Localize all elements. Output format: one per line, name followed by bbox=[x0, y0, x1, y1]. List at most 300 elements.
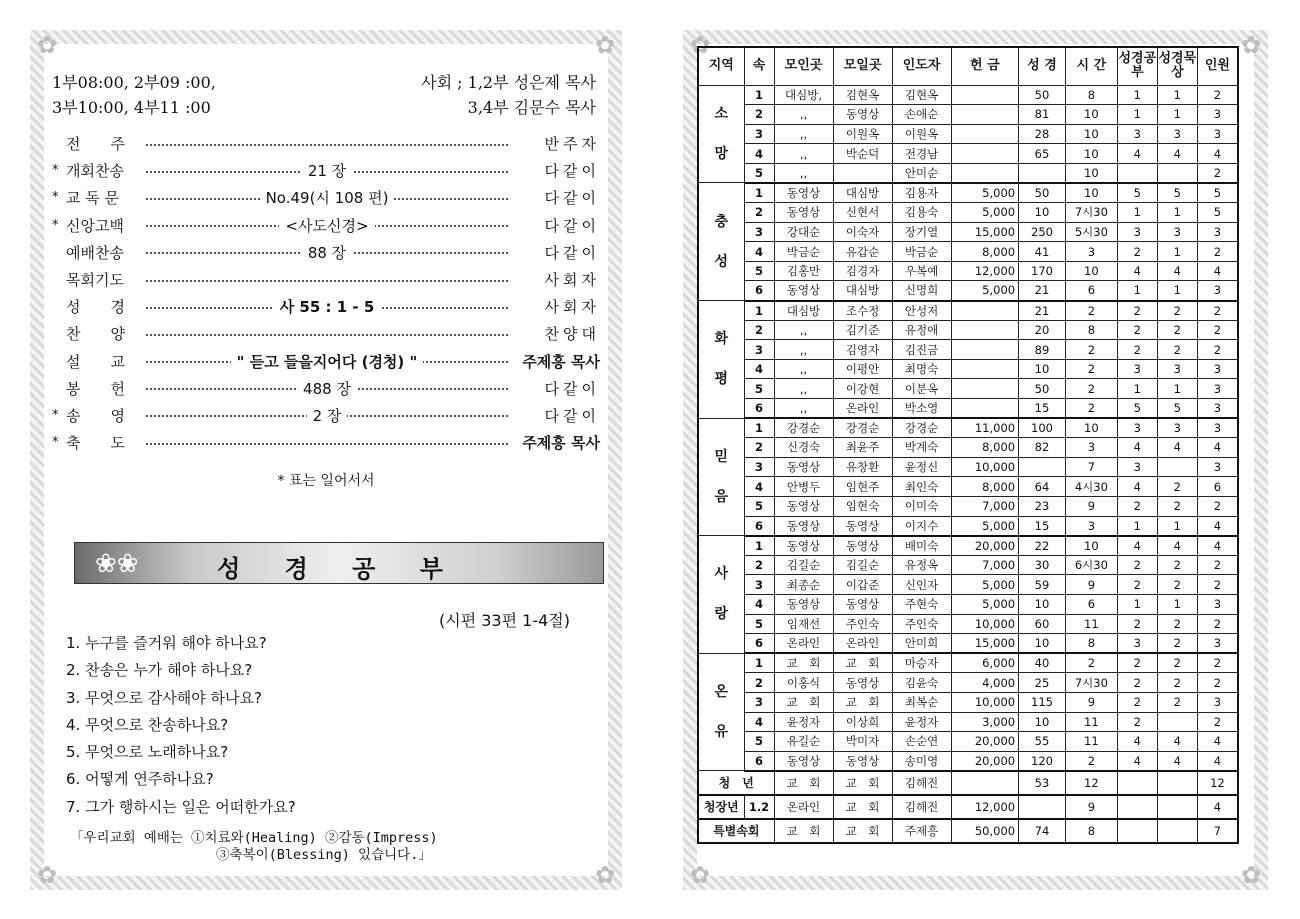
table-cell: 4 bbox=[1117, 732, 1157, 752]
table-cell: ,, bbox=[774, 163, 833, 183]
table-cell: 이원옥 bbox=[892, 124, 951, 144]
table-row bbox=[698, 163, 1238, 183]
table-cell: 5 bbox=[1157, 183, 1197, 203]
table-cell: 동영상 bbox=[774, 536, 833, 556]
table-cell: ,, bbox=[774, 320, 833, 340]
table-cell: 2 bbox=[1157, 555, 1197, 575]
table-cell: 100 bbox=[1019, 418, 1066, 438]
offering-cell bbox=[951, 399, 1019, 419]
table-cell: 4 bbox=[1197, 261, 1238, 281]
table-cell: 김길순 bbox=[833, 555, 892, 575]
cell-number: 2 bbox=[744, 105, 774, 125]
order-item-leader: 사회자 bbox=[544, 298, 600, 317]
table-cell: 4 bbox=[1117, 477, 1157, 497]
table-cell: 4 bbox=[1117, 536, 1157, 556]
order-item-detail: 88 장 bbox=[302, 242, 352, 263]
table-cell: 김진금 bbox=[892, 340, 951, 360]
table-cell: 2 bbox=[1157, 653, 1197, 673]
offering-cell bbox=[951, 124, 1019, 144]
order-item-detail: No.49(시 108 편) bbox=[260, 187, 395, 208]
table-cell bbox=[1157, 795, 1197, 819]
table-cell: 3 bbox=[1157, 124, 1197, 144]
table-cell: 2 bbox=[1197, 673, 1238, 693]
table-cell: 3 bbox=[1197, 379, 1238, 399]
table-cell: 4 bbox=[1117, 438, 1157, 458]
table-cell: 2 bbox=[1197, 653, 1238, 673]
table-row bbox=[698, 634, 1238, 654]
table-cell: 3 bbox=[1065, 438, 1117, 458]
table-row bbox=[698, 653, 1238, 673]
offering-cell: 12,000 bbox=[951, 261, 1019, 281]
table-cell: 10 bbox=[1065, 124, 1117, 144]
table-cell: 2 bbox=[1065, 399, 1117, 419]
table-cell: 강대순 bbox=[774, 222, 833, 242]
table-cell: 6 bbox=[1065, 594, 1117, 614]
table-cell: 4 bbox=[1157, 438, 1197, 458]
table-cell: 4 bbox=[1197, 751, 1238, 771]
order-item-leader: 주제흥 목사 bbox=[522, 434, 600, 453]
offering-cell bbox=[951, 144, 1019, 164]
study-questions bbox=[66, 630, 296, 821]
offering-cell: 20,000 bbox=[951, 732, 1019, 752]
flower-ornament-icon: ✿ bbox=[689, 861, 711, 889]
order-item-leader: 주제흥 목사 bbox=[522, 352, 600, 371]
flower-ornament-icon: ✿ bbox=[1240, 861, 1262, 889]
table-cell: 동영상 bbox=[833, 751, 892, 771]
table-row bbox=[698, 516, 1238, 536]
table-cell: 대심방, bbox=[774, 85, 833, 105]
offering-cell: 6,000 bbox=[951, 653, 1019, 673]
table-cell: 3 bbox=[1157, 418, 1197, 438]
table-cell: 1 bbox=[1157, 85, 1197, 105]
region-char: 랑 bbox=[714, 606, 729, 623]
table-cell: 82 bbox=[1019, 438, 1066, 458]
table-cell: 김용자 bbox=[892, 183, 951, 203]
column-header: 시 간 bbox=[1065, 47, 1117, 85]
table-cell: 15 bbox=[1019, 399, 1066, 419]
table-cell: 1 bbox=[1117, 594, 1157, 614]
table-cell: 23 bbox=[1019, 496, 1066, 516]
table-cell: 주인숙 bbox=[892, 614, 951, 634]
region-char: 망 bbox=[714, 145, 729, 162]
table-cell: 21 bbox=[1019, 281, 1066, 301]
table-cell: 김영자 bbox=[833, 340, 892, 360]
table-cell: 교 회 bbox=[833, 819, 892, 843]
table-cell: 11 bbox=[1065, 712, 1117, 732]
bible-study-title: 성 경 공 부 bbox=[217, 555, 461, 583]
dotted-leader bbox=[144, 266, 510, 293]
table-cell: 송미영 bbox=[892, 751, 951, 771]
cell-number: 6 bbox=[744, 751, 774, 771]
table-cell: ,, bbox=[774, 105, 833, 125]
table-cell: 12 bbox=[1197, 771, 1238, 795]
table-cell: 60 bbox=[1019, 614, 1066, 634]
offering-cell: 4,000 bbox=[951, 673, 1019, 693]
table-cell bbox=[1157, 457, 1197, 477]
table-cell: 10 bbox=[1019, 712, 1066, 732]
table-cell: 8 bbox=[1065, 85, 1117, 105]
table-cell: 2 bbox=[1157, 673, 1197, 693]
table-row bbox=[698, 732, 1238, 752]
table-row bbox=[698, 359, 1238, 379]
table-cell: 2 bbox=[1065, 340, 1117, 360]
table-cell: 이평안 bbox=[833, 359, 892, 379]
table-cell: 21 bbox=[1019, 301, 1066, 321]
table-cell: 신명희 bbox=[892, 281, 951, 301]
order-item-name: 개회찬송 bbox=[66, 162, 124, 181]
cell-number: 1 bbox=[744, 85, 774, 105]
cell-number: 6 bbox=[744, 516, 774, 536]
table-cell: 4 bbox=[1197, 536, 1238, 556]
table-cell: 김홍만 bbox=[774, 261, 833, 281]
scripture-reference: (시편 33편 1-4절) bbox=[439, 611, 570, 630]
table-cell: 1 bbox=[1117, 203, 1157, 223]
order-item-detail: 2 장 bbox=[307, 405, 348, 426]
table-cell bbox=[1157, 819, 1197, 843]
table-cell: 2 bbox=[1157, 496, 1197, 516]
column-header: 속 bbox=[744, 47, 774, 85]
offering-cell bbox=[951, 340, 1019, 360]
table-cell: 4 bbox=[1197, 732, 1238, 752]
flower-ornament-icon: ✿ bbox=[36, 31, 58, 59]
worship-order bbox=[52, 130, 600, 456]
table-cell: 22 bbox=[1019, 536, 1066, 556]
table-cell: 교 회 bbox=[833, 771, 892, 795]
table-cell bbox=[1117, 795, 1157, 819]
order-item-name: 봉 헌 bbox=[66, 379, 125, 398]
table-cell: 20 bbox=[1019, 320, 1066, 340]
table-cell: 3 bbox=[1197, 105, 1238, 125]
cell-number: 3 bbox=[744, 340, 774, 360]
service-hosts bbox=[421, 70, 596, 120]
order-item-name: 목회기도 bbox=[66, 271, 124, 290]
cell-number: 2 bbox=[744, 673, 774, 693]
table-cell: 120 bbox=[1019, 751, 1066, 771]
standing-mark: * bbox=[52, 217, 59, 233]
offering-cell: 15,000 bbox=[951, 634, 1019, 654]
order-item-leader: 다같이 bbox=[544, 406, 600, 425]
table-cell: 동영상 bbox=[774, 516, 833, 536]
column-header: 지역 bbox=[698, 47, 744, 85]
table-cell: 81 bbox=[1019, 105, 1066, 125]
cell-number: 4 bbox=[744, 594, 774, 614]
row-label: 청장년 bbox=[698, 795, 744, 819]
table-cell: 동영상 bbox=[833, 105, 892, 125]
table-cell: 2 bbox=[1065, 379, 1117, 399]
table-cell bbox=[1019, 457, 1066, 477]
cell-number: 1 bbox=[744, 418, 774, 438]
dotted-leader bbox=[144, 184, 510, 211]
table-cell: 2 bbox=[1157, 320, 1197, 340]
table-cell: 이갑준 bbox=[833, 575, 892, 595]
table-cell: 7 bbox=[1065, 457, 1117, 477]
table-cell: 교 회 bbox=[774, 653, 833, 673]
table-cell: 115 bbox=[1019, 692, 1066, 712]
table-cell: 대심방 bbox=[774, 301, 833, 321]
worship-order-item bbox=[52, 212, 600, 239]
order-item-name: 신앙고백 bbox=[66, 216, 124, 235]
table-cell: 6 bbox=[1065, 281, 1117, 301]
region-cell bbox=[698, 653, 744, 771]
table-cell: 박순덕 bbox=[833, 144, 892, 164]
table-cell: 신현서 bbox=[833, 203, 892, 223]
region-cell bbox=[698, 85, 744, 183]
standing-mark: * bbox=[52, 163, 59, 179]
table-cell: 교 회 bbox=[774, 692, 833, 712]
flower-ornament-icon: ✿ bbox=[1240, 31, 1262, 59]
table-row bbox=[698, 105, 1238, 125]
worship-order-item bbox=[52, 184, 600, 211]
host-line: 사회 ; 1,2부 성은제 목사 bbox=[421, 73, 596, 92]
table-cell: 2 bbox=[1157, 301, 1197, 321]
table-cell: 2 bbox=[1117, 301, 1157, 321]
cell-number: 5 bbox=[744, 163, 774, 183]
table-cell: 3 bbox=[1117, 124, 1157, 144]
cell-number: 2 bbox=[744, 555, 774, 575]
table-cell: 10 bbox=[1019, 203, 1066, 223]
cell-number: 3 bbox=[744, 222, 774, 242]
offering-cell: 8,000 bbox=[951, 438, 1019, 458]
table-row bbox=[698, 222, 1238, 242]
table-cell: 윤정신 bbox=[892, 457, 951, 477]
worship-order-item bbox=[52, 429, 600, 456]
offering-cell: 5,000 bbox=[951, 183, 1019, 203]
host-line: 3,4부 김문수 목사 bbox=[467, 98, 596, 117]
table-cell: 74 bbox=[1019, 819, 1066, 843]
table-cell: 최종순 bbox=[774, 575, 833, 595]
table-cell: 동영상 bbox=[774, 496, 833, 516]
order-item-name: 성 경 bbox=[66, 298, 125, 317]
order-item-leader: 다같이 bbox=[544, 379, 600, 398]
offering-cell: 15,000 bbox=[951, 222, 1019, 242]
table-cell: 2 bbox=[1197, 496, 1238, 516]
table-cell: 1 bbox=[1117, 516, 1157, 536]
table-cell: 4 bbox=[1117, 751, 1157, 771]
table-cell: 동영상 bbox=[833, 516, 892, 536]
table-row bbox=[698, 496, 1238, 516]
table-cell: 3 bbox=[1065, 516, 1117, 536]
standing-mark: * bbox=[52, 435, 59, 451]
table-cell: 5 bbox=[1117, 183, 1157, 203]
table-cell: 2 bbox=[1197, 242, 1238, 262]
table-cell: 동영상 bbox=[833, 536, 892, 556]
region-char: 사 bbox=[714, 566, 729, 583]
table-cell: 이강현 bbox=[833, 379, 892, 399]
table-cell: 2 bbox=[1197, 320, 1238, 340]
table-cell: 10 bbox=[1065, 163, 1117, 183]
table-cell: 1 bbox=[1117, 105, 1157, 125]
table-cell: 1 bbox=[1157, 203, 1197, 223]
table-cell: 3 bbox=[1197, 594, 1238, 614]
table-cell: 5 bbox=[1117, 399, 1157, 419]
table-cell bbox=[1117, 771, 1157, 795]
offering-cell: 20,000 bbox=[951, 536, 1019, 556]
table-cell: ,, bbox=[774, 359, 833, 379]
table-cell: 89 bbox=[1019, 340, 1066, 360]
offering-cell: 5,000 bbox=[951, 575, 1019, 595]
region-cell bbox=[698, 418, 744, 536]
table-cell: 2 bbox=[1065, 653, 1117, 673]
offering-cell bbox=[951, 379, 1019, 399]
region-char: 성 bbox=[714, 253, 729, 270]
cell-number: 2 bbox=[744, 203, 774, 223]
table-cell: 교 회 bbox=[833, 795, 892, 819]
region-cell bbox=[698, 536, 744, 654]
cell-number: 1 bbox=[744, 653, 774, 673]
table-cell: 강경순 bbox=[892, 418, 951, 438]
cell-number: 5 bbox=[744, 261, 774, 281]
table-row bbox=[698, 379, 1238, 399]
table-cell: 2 bbox=[1197, 712, 1238, 732]
table-cell: 1 bbox=[1117, 85, 1157, 105]
table-cell: 온라인 bbox=[774, 634, 833, 654]
order-item-leader: 다같이 bbox=[544, 189, 600, 208]
table-cell: 15 bbox=[1019, 516, 1066, 536]
table-row bbox=[698, 477, 1238, 497]
table-cell: 온라인 bbox=[833, 399, 892, 419]
church-motto bbox=[70, 830, 438, 864]
table-cell: 4 bbox=[1157, 261, 1197, 281]
table-cell: 강경순 bbox=[774, 418, 833, 438]
table-cell: 김현옥 bbox=[892, 85, 951, 105]
table-cell: 5 bbox=[1197, 203, 1238, 223]
table-row bbox=[698, 144, 1238, 164]
table-row bbox=[698, 771, 1238, 795]
table-cell: 박금순 bbox=[774, 242, 833, 262]
cell-number: 5 bbox=[744, 379, 774, 399]
table-row bbox=[698, 203, 1238, 223]
table-cell: 교 회 bbox=[833, 653, 892, 673]
region-char: 음 bbox=[714, 488, 729, 505]
table-cell: 우복예 bbox=[892, 261, 951, 281]
table-cell: 1 bbox=[1157, 516, 1197, 536]
dotted-leader bbox=[144, 320, 510, 347]
table-row bbox=[698, 614, 1238, 634]
table-row bbox=[698, 712, 1238, 732]
table-cell: 25 bbox=[1019, 673, 1066, 693]
table-cell: 김길순 bbox=[774, 555, 833, 575]
dotted-leader bbox=[144, 429, 510, 456]
table-cell: 박소영 bbox=[892, 399, 951, 419]
row-label: 청 년 bbox=[698, 771, 774, 795]
table-cell: 교 회 bbox=[774, 771, 833, 795]
table-cell: 동영상 bbox=[774, 183, 833, 203]
table-cell: 5 bbox=[1157, 399, 1197, 419]
table-cell: 4 bbox=[1197, 795, 1238, 819]
table-cell: 28 bbox=[1019, 124, 1066, 144]
table-cell: 1 bbox=[1157, 281, 1197, 301]
table-cell: 4 bbox=[1157, 144, 1197, 164]
table-cell: 40 bbox=[1019, 653, 1066, 673]
service-time-line: 3부10:00, 4부11 :00 bbox=[52, 98, 211, 117]
table-cell: 3 bbox=[1197, 692, 1238, 712]
table-row bbox=[698, 795, 1238, 819]
offering-cell: 20,000 bbox=[951, 751, 1019, 771]
region-char: 믿 bbox=[714, 448, 729, 465]
table-cell: 2 bbox=[1117, 340, 1157, 360]
standing-mark: * bbox=[52, 407, 59, 423]
bulletin-right-page bbox=[683, 30, 1268, 890]
column-header: 모일곳 bbox=[833, 47, 892, 85]
table-cell: 3 bbox=[1117, 222, 1157, 242]
table-cell: 3 bbox=[1117, 359, 1157, 379]
table-cell: 4 bbox=[1157, 536, 1197, 556]
table-row bbox=[698, 418, 1238, 438]
table-cell: 11 bbox=[1065, 732, 1117, 752]
table-cell: 교 회 bbox=[774, 819, 833, 843]
cell-number: 4 bbox=[744, 144, 774, 164]
table-cell: 온라인 bbox=[833, 634, 892, 654]
row-label: 특별속회 bbox=[698, 819, 774, 843]
order-item-detail: <사도신경> bbox=[279, 215, 374, 236]
table-cell: ,, bbox=[774, 340, 833, 360]
flower-ornament-icon: ✿ bbox=[594, 861, 616, 889]
table-cell: 50 bbox=[1019, 85, 1066, 105]
table-cell: 임현숙 bbox=[833, 496, 892, 516]
table-cell: 주현숙 bbox=[892, 594, 951, 614]
table-row bbox=[698, 536, 1238, 556]
table-cell: 1 bbox=[1117, 281, 1157, 301]
offering-cell: 5,000 bbox=[951, 203, 1019, 223]
table-cell: 전경남 bbox=[892, 144, 951, 164]
table-cell: 8 bbox=[1065, 819, 1117, 843]
offering-cell: 10,000 bbox=[951, 614, 1019, 634]
table-cell: 3 bbox=[1065, 242, 1117, 262]
table-cell: 2 bbox=[1117, 555, 1157, 575]
table-cell: 11 bbox=[1065, 614, 1117, 634]
table-cell: 2 bbox=[1157, 575, 1197, 595]
table-cell: 2 bbox=[1197, 555, 1238, 575]
offering-cell bbox=[951, 301, 1019, 321]
table-cell: 이홍식 bbox=[774, 673, 833, 693]
table-cell: 2 bbox=[1117, 712, 1157, 732]
table-row bbox=[698, 819, 1238, 843]
table-cell: 2 bbox=[1197, 163, 1238, 183]
table-cell: 3 bbox=[1197, 457, 1238, 477]
offering-cell: 3,000 bbox=[951, 712, 1019, 732]
table-cell: 박금순 bbox=[892, 242, 951, 262]
table-cell bbox=[833, 163, 892, 183]
table-cell: 4 bbox=[1197, 144, 1238, 164]
table-cell: 이원옥 bbox=[833, 124, 892, 144]
order-item-name: 예배찬송 bbox=[66, 243, 124, 262]
worship-order-item bbox=[52, 320, 600, 347]
column-header: 헌 금 bbox=[951, 47, 1019, 85]
table-cell: 7시30 bbox=[1065, 673, 1117, 693]
table-cell: 동영상 bbox=[774, 751, 833, 771]
table-cell: 12 bbox=[1065, 771, 1117, 795]
study-question: 7. 그가 행하시는 일은 어떠한가요? bbox=[66, 797, 296, 816]
table-cell bbox=[1117, 819, 1157, 843]
table-cell: 3 bbox=[1157, 222, 1197, 242]
dotted-leader bbox=[144, 402, 510, 429]
dotted-leader bbox=[144, 293, 510, 320]
table-cell: 주인숙 bbox=[833, 614, 892, 634]
column-header: 성경공부 bbox=[1117, 47, 1157, 85]
flower-ornament-icon: ✿ bbox=[36, 861, 58, 889]
table-cell: 2 bbox=[1117, 242, 1157, 262]
cell-number: 6 bbox=[744, 399, 774, 419]
table-cell: 이미숙 bbox=[892, 496, 951, 516]
offering-cell: 10,000 bbox=[951, 457, 1019, 477]
table-cell: 6시30 bbox=[1065, 555, 1117, 575]
offering-cell: 50,000 bbox=[951, 819, 1019, 843]
cell-number: 5 bbox=[744, 614, 774, 634]
table-cell: 3 bbox=[1197, 222, 1238, 242]
dotted-leader bbox=[144, 239, 510, 266]
worship-order-item bbox=[52, 293, 600, 320]
table-cell: 3 bbox=[1117, 634, 1157, 654]
